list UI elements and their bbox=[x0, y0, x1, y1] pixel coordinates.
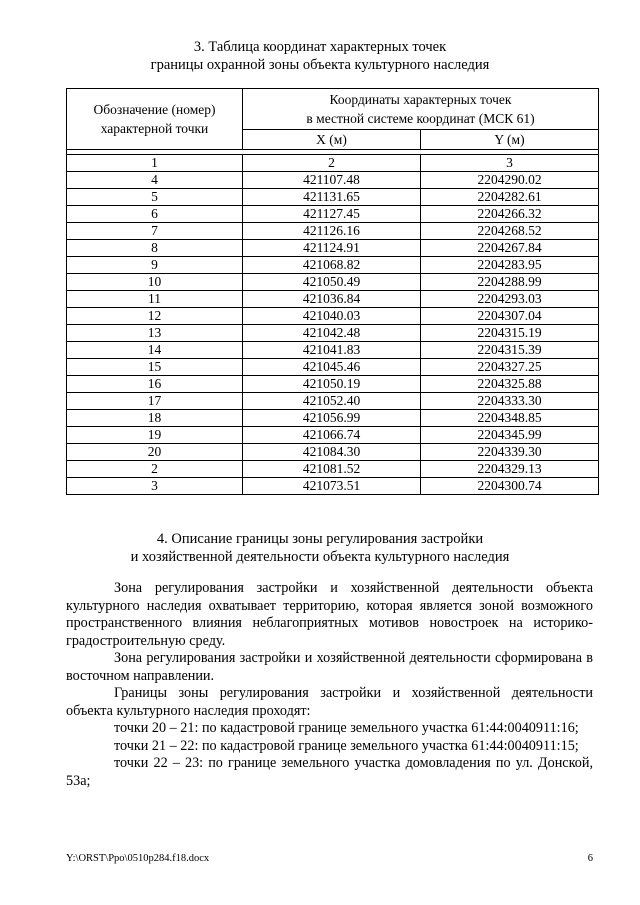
table-cell: 2204267.84 bbox=[421, 240, 599, 257]
table-cell: 5 bbox=[67, 189, 243, 206]
table-cell: 421124.91 bbox=[243, 240, 421, 257]
table-cell: 1 bbox=[67, 155, 243, 172]
table-row bbox=[67, 291, 599, 308]
table-cell: 421084.30 bbox=[243, 444, 421, 461]
table-cell: 421068.82 bbox=[243, 257, 421, 274]
page-footer bbox=[66, 853, 593, 864]
x-header: X (м) bbox=[243, 130, 421, 150]
table-cell: 2204282.61 bbox=[421, 189, 599, 206]
table-cell: 421131.65 bbox=[243, 189, 421, 206]
coordinates-table bbox=[66, 88, 599, 495]
table-cell: 14 bbox=[67, 342, 243, 359]
paragraph: Зона регулирования застройки и хозяйственной деятельности сформирована в восточном направлении. bbox=[66, 650, 593, 684]
table-cell: 9 bbox=[67, 257, 243, 274]
table-cell: 7 bbox=[67, 223, 243, 240]
table-cell: 6 bbox=[67, 206, 243, 223]
section-4-title-line-1: 4. Описание границы зоны регулирования застройки bbox=[156, 531, 484, 547]
table-row bbox=[67, 393, 599, 410]
table-cell: 421050.19 bbox=[243, 376, 421, 393]
table-cell: 421127.45 bbox=[243, 206, 421, 223]
table-cell: 2204315.39 bbox=[421, 342, 599, 359]
page-number: 6 bbox=[587, 853, 593, 864]
coordinates-table-body bbox=[67, 155, 599, 495]
table-cell: 2204307.04 bbox=[421, 308, 599, 325]
table-row bbox=[67, 257, 599, 274]
section-4-title bbox=[0, 530, 640, 566]
table-row bbox=[67, 427, 599, 444]
table-cell: 421126.16 bbox=[243, 223, 421, 240]
table-cell: 8 bbox=[67, 240, 243, 257]
y-header: Y (м) bbox=[421, 130, 599, 150]
table-cell: 2 bbox=[243, 155, 421, 172]
table-cell: 15 bbox=[67, 359, 243, 376]
table-index-row bbox=[67, 155, 599, 172]
table-cell: 2204268.52 bbox=[421, 223, 599, 240]
table-row bbox=[67, 359, 599, 376]
table-cell: 421041.83 bbox=[243, 342, 421, 359]
table-cell: 421036.84 bbox=[243, 291, 421, 308]
table-cell: 16 bbox=[67, 376, 243, 393]
table-row bbox=[67, 308, 599, 325]
paragraph: Границы зоны регулирования застройки и хозяйственной деятельности объекта культурного наследия проходят: bbox=[66, 685, 593, 719]
table-cell: 421052.40 bbox=[243, 393, 421, 410]
table-cell: 2204283.95 bbox=[421, 257, 599, 274]
table-cell: 13 bbox=[67, 325, 243, 342]
section-3-title-line-2: границы охранной зоны объекта культурного наследия bbox=[150, 57, 490, 73]
table-cell: 2204329.13 bbox=[421, 461, 599, 478]
table-cell: 2204339.30 bbox=[421, 444, 599, 461]
table-cell: 19 bbox=[67, 427, 243, 444]
table-cell: 18 bbox=[67, 410, 243, 427]
table-cell: 3 bbox=[421, 155, 599, 172]
table-cell: 2204290.02 bbox=[421, 172, 599, 189]
table-cell: 2204345.99 bbox=[421, 427, 599, 444]
paragraph: точки 20 – 21: по кадастровой границе земельного участка 61:44:0040911:16; bbox=[114, 720, 579, 736]
table-cell: 17 bbox=[67, 393, 243, 410]
table-row bbox=[67, 172, 599, 189]
table-cell: 421107.48 bbox=[243, 172, 421, 189]
table-cell: 4 bbox=[67, 172, 243, 189]
table-cell: 2204300.74 bbox=[421, 478, 599, 495]
table-row bbox=[67, 240, 599, 257]
table-cell: 421066.74 bbox=[243, 427, 421, 444]
table-row bbox=[67, 206, 599, 223]
paragraph: точки 22 – 23: по границе земельного участка домовладения по ул. Донской, 53а; bbox=[66, 755, 593, 789]
table-cell: 3 bbox=[67, 478, 243, 495]
coordinates-header: Координаты характерных точек в местной системе координат (МСК 61) bbox=[243, 89, 599, 130]
table-cell: 421042.48 bbox=[243, 325, 421, 342]
table-cell: 421040.03 bbox=[243, 308, 421, 325]
paragraph: точки 21 – 22: по кадастровой границе земельного участка 61:44:0040911:15; bbox=[114, 737, 579, 754]
table-row bbox=[67, 410, 599, 427]
table-cell: 2204315.19 bbox=[421, 325, 599, 342]
table-cell: 421045.46 bbox=[243, 359, 421, 376]
table-cell: 2204266.32 bbox=[421, 206, 599, 223]
section-3-title-line-1: 3. Таблица координат характерных точек bbox=[193, 39, 447, 55]
table-row bbox=[67, 223, 599, 240]
table-cell: 11 bbox=[67, 291, 243, 308]
table-row bbox=[67, 376, 599, 393]
section-3-title bbox=[0, 38, 640, 74]
table-cell: 20 bbox=[67, 444, 243, 461]
table-cell: 2 bbox=[67, 461, 243, 478]
file-path: Y:\ORST\Ppo\0510p284.f18.docx bbox=[66, 853, 210, 864]
table-cell: 2204325.88 bbox=[421, 376, 599, 393]
table-row bbox=[67, 461, 599, 478]
table-cell: 421056.99 bbox=[243, 410, 421, 427]
table-row bbox=[67, 274, 599, 291]
table-row bbox=[67, 478, 599, 495]
section-4-title-line-2: и хозяйственной деятельности объекта культурного наследия bbox=[130, 549, 510, 565]
table-cell: 2204348.85 bbox=[421, 410, 599, 427]
table-cell: 2204333.30 bbox=[421, 393, 599, 410]
table-cell: 2204327.25 bbox=[421, 359, 599, 376]
table-row bbox=[67, 189, 599, 206]
table-cell: 10 bbox=[67, 274, 243, 291]
table-cell: 421081.52 bbox=[243, 461, 421, 478]
table-row bbox=[67, 325, 599, 342]
table-row bbox=[67, 444, 599, 461]
table-cell: 421073.51 bbox=[243, 478, 421, 495]
table-cell: 2204293.03 bbox=[421, 291, 599, 308]
table-row bbox=[67, 342, 599, 359]
table-cell: 421050.49 bbox=[243, 274, 421, 291]
paragraph: Зона регулирования застройки и хозяйственной деятельности объекта культурного наследия охватывает территорию, которая является зоной возможного пространственного влияния неблагоприятных мотивов новостроек на историко-градостроительную среду. bbox=[66, 580, 593, 649]
table-cell: 12 bbox=[67, 308, 243, 325]
point-number-header: Обозначение (номер) характерной точки bbox=[67, 89, 243, 150]
table-cell: 2204288.99 bbox=[421, 274, 599, 291]
section-4-text bbox=[66, 580, 593, 790]
